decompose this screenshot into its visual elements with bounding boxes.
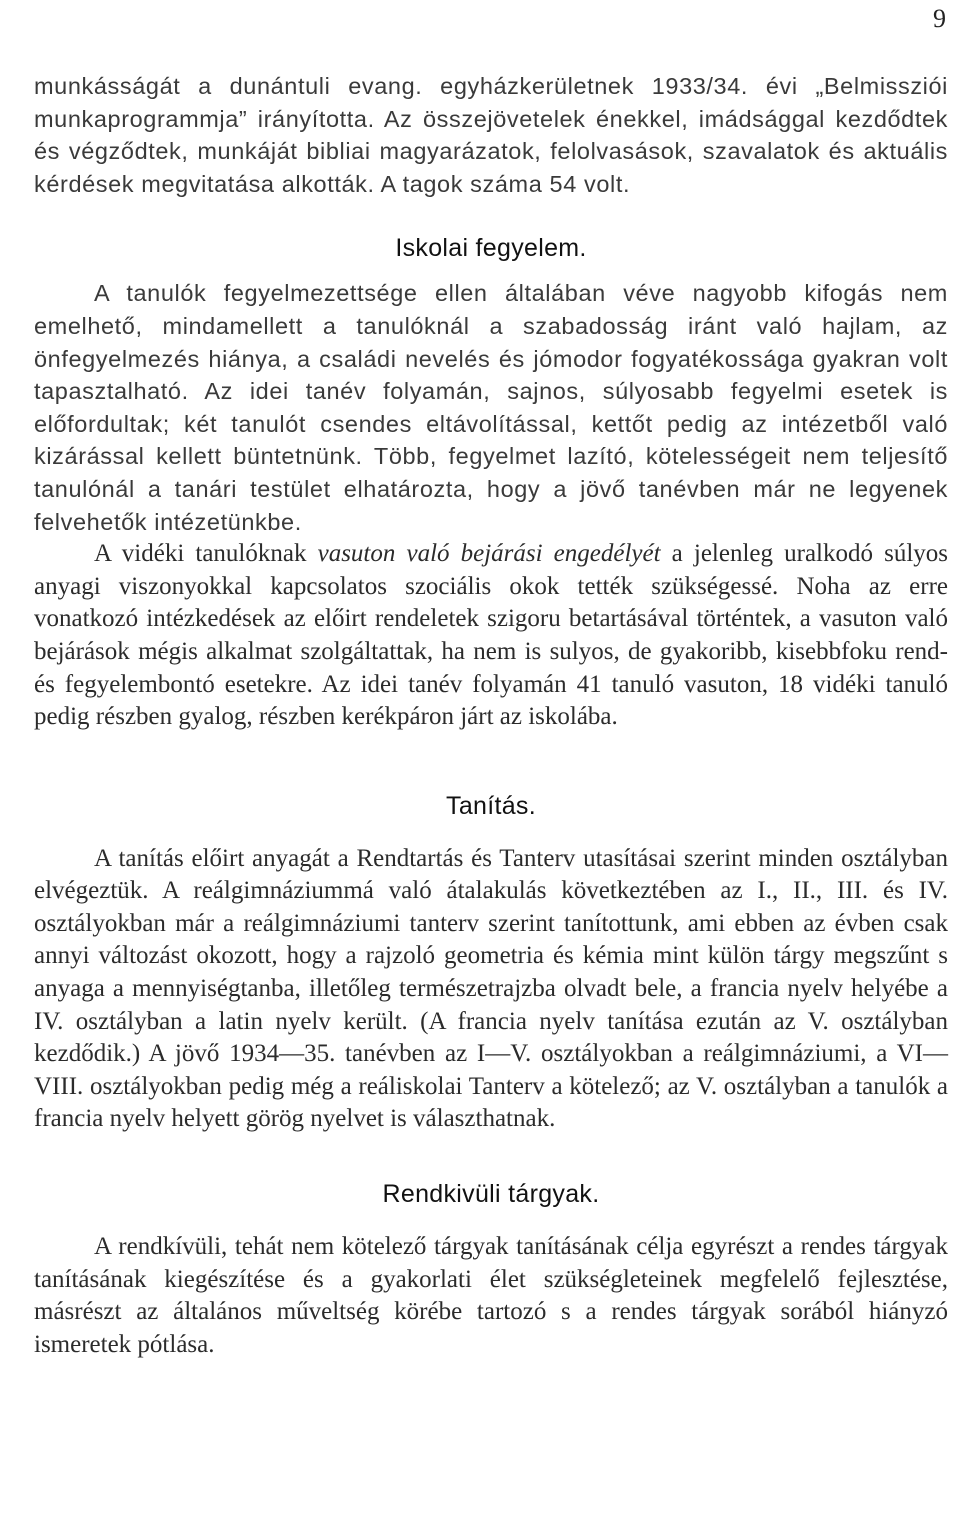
heading-extra-subjects: Rendkivüli tárgyak.: [382, 1180, 600, 1209]
discipline-paragraph-2-start: A vidéki tanulóknak: [94, 540, 318, 568]
page-number: 9: [933, 4, 946, 33]
teaching-paragraph: A tanítás előirt anyagát a Rendtartás és Tanterv utasításai szerint minden osztályban elvégeztük. A reálgimnáziummá való átalakulás következtében az I., II., III. és IV. osztályokban már a reálgimnáziumi tanterv szerint tanítottunk, ami ebben az évben csak annyi változást okozott, hogy a rajzoló geometria és kémia mint külön tárgy megszűnt s anyaga a mennyiségtanba, illetőleg természetrajzba olvadt bele, a francia nyelv helyébe a IV. osztályban a latin nyelv került. (A francia nyelv tanítása ezután az V. osztályban kezdődik.) A jövő 1934—35. tanévben az I—V. osztályokban a reálgimnáziumi, a VI—VIII. osztályokban pedig még a reáliskolai Tanterv a kötelező; az V. osztályban a tanulók a francia nyelv helyett görög nyelvet is választhatnak.: [34, 844, 948, 1133]
discipline-paragraph-1: A tanulók fegyelmezettsége ellen általában véve nagyobb kifogás nem emelhető, mindamellett a tanulóknál a szabadosság iránt való hajlam, az önfegyelmezés hiánya, a családi nevelés és jómodor fogyatékossága gyakran volt tapasztalható. Az idei tanév folyamán, sajnos, súlyosabb fegyelmi esetek is előfordultak; két tanulót csendes eltávolítással, kettőt pedig az intézetből való kizárással kellett büntetnünk. Több, fegyelmet lazító, kötelességeit nem teljesítő tanulónál a tanári testület elhatározta, hogy a jövő tanévben már ne legyenek felvehetők intézetünkbe.: [34, 280, 948, 535]
heading-teaching: Tanítás.: [446, 791, 536, 820]
intro-paragraph: munkásságát a dunántuli evang. egyházkerületnek 1933/34. évi „Belmissziói munkaprogrammja” irányította. Az összejövetelek énekkel, imádsággal kezdődtek és végződtek, munkáját bibliai magyarázatok, felolvasások, szavalatok és aktuális kérdések megvitatása alkották. A tagok száma 54 volt.: [34, 73, 948, 197]
rail-commuting-permit-emphasis: vasuton való bejárási engedélyét: [317, 540, 661, 568]
discipline-paragraph-2: [34, 538, 948, 734]
page-content: [34, 70, 948, 1361]
heading-school-discipline: Iskolai fegyelem.: [395, 234, 587, 263]
discipline-paragraph-2-end: a jelenleg uralkodó súlyos anyagi viszonyokkal kapcsolatos szociális okok tették szükségessé. Noha az erre vonatkozó intézkedések az előirt rendeletek szigoru betartásával történtek, a vasuton való bejárások mégis alkalmat szolgáltattak, ha nem is sulyos, de gyakoribb, kisebbfoku rend- és fegyelembontó esetekre. Az idei tanév folyamán 41 tanuló vasuton, 18 vidéki tanuló pedig részben gyalog, részben kerékpáron járt az iskolába.: [34, 540, 948, 731]
extra-subjects-paragraph: A rendkívüli, tehát nem kötelező tárgyak tanításának célja egyrészt a rendes tárgyak tanításának kiegészítése és a gyakorlati élet szükségleteinek megfelelő fejlesztése, másrészt az általános műveltség körébe tartozó s a rendes tárgyak sorából hiányzó ismeretek pótlása.: [34, 1233, 948, 1358]
